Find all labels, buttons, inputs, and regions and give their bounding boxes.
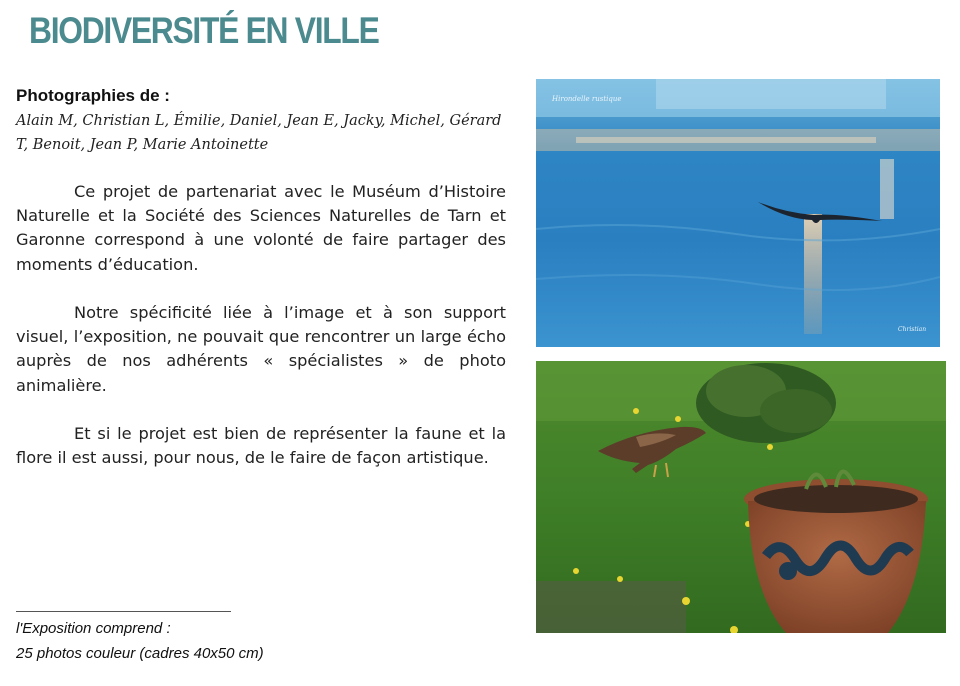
page-title: BIODIVERSITÉ EN VILLE [29,10,379,51]
photo-caption: Hirondelle rustique [552,95,622,103]
credits-heading: Photographies de : [16,86,170,105]
paragraph-specificity: Notre spécificité liée à l’image et à son support visuel, l’exposition, ne pouvait que rencontrer un large écho auprès de nos adhérents « spécialistes » de photo animalière. [16,303,506,395]
photo-swallow-pool [536,79,940,347]
footer-divider [16,611,231,612]
paragraph-partnership: Ce projet de partenariat avec le Muséum d’Histoire Naturelle et la Société des Sciences Naturelles de Tarn et Garonne correspond à une volonté de faire partager des moments d’éducation. [16,182,506,274]
credits-names: Alain M, Christian L, Émilie, Daniel, Jean E, Jacky, Michel, Gérard T, Benoit, Jean P, Marie Antoinette [16,113,502,153]
photo-signature: Christian [898,326,927,333]
footer-exhibition-label: l'Exposition comprend : [16,620,171,637]
paragraph-artistic: Et si le projet est bien de représenter la faune et la flore il est aussi, pour nous, de le faire de façon artistique. [16,424,506,468]
footer-photo-count: 25 photos couleur (cadres 40x50 cm) [16,645,264,662]
photo-kite-lawn [536,361,946,633]
